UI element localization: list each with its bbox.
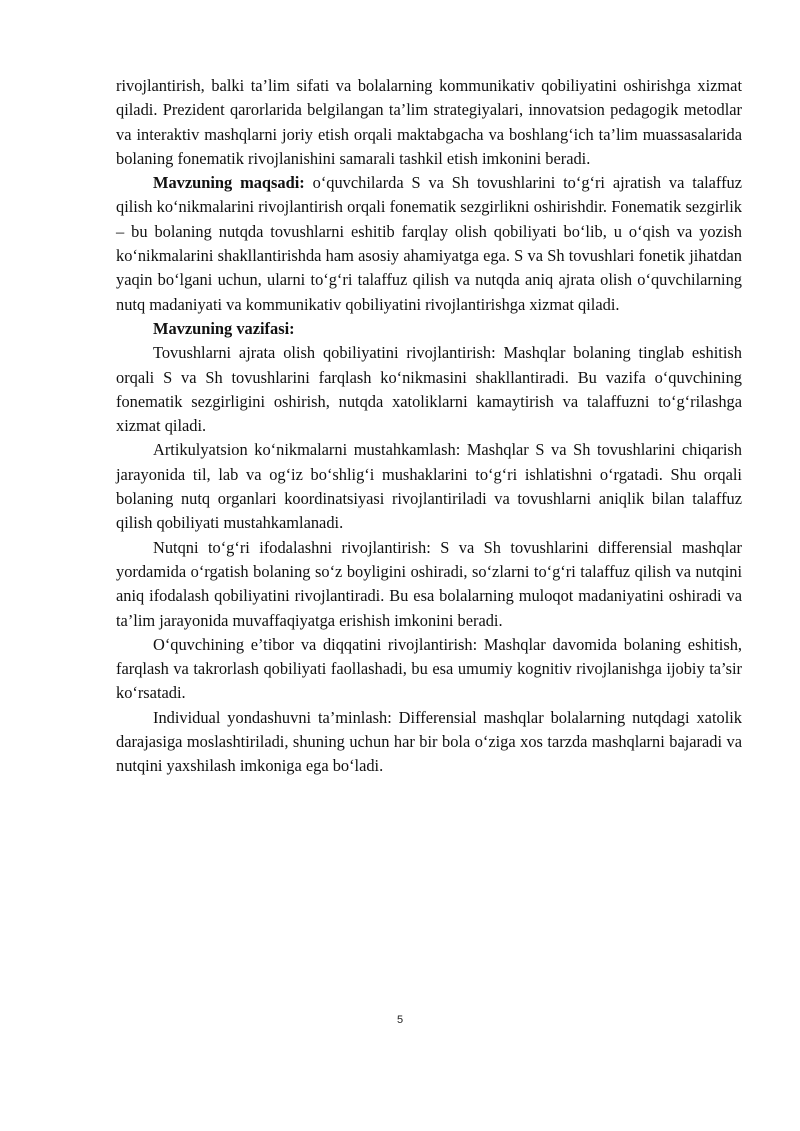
goal-text: o‘quvchilarda S va Sh tovushlarini to‘g‘ri ajratish va talaffuz qilish ko‘nikmalarini rivojlantirish orqali fonematik sezgirlikni oshirishdir. Fonematik sezgirlik – bu bolaning nutqda tovushlarni eshitib farqlay olish qobiliyati bo‘lib, u o‘qish va yozish ko‘nikmalarini shakllantirishda ham asosiy ahamiyatga ega. S va Sh tovushlari fonetik jihatdan yaqin bo‘lgani uchun, ularni to‘g‘ri talaffuz qilish va nutqda aniq ajrata olish o‘quvchilarning nutq madaniyati va kommunikativ qobiliyatini rivojlantirishga xizmat qiladi. — [116, 173, 743, 314]
paragraph-task-articulation: Artikulyatsion ko‘nikmalarni mustahkamlash: Mashqlar S va Sh tovushlarini chiqarish jarayonida til, lab va og‘iz bo‘shlig‘i mushaklarini to‘g‘ri ishlatishni o‘rgatadi. Shu orqali bolaning nutq organlari koordinatsiyasi rivojlantiriladi va tovushlarni aniqlik bilan talaffuz qilish qobiliyati mustahkamlanadi. — [116, 440, 742, 533]
paragraph-task-individual-approach: Individual yondashuvni ta’minlash: Differensial mashqlar bolalarning nutqdagi xatolik darajasiga moslashtiriladi, shuning uchun har bir bola o‘ziga xos tarzda mashqlarni bajaradi va nutqini yaxshilash imkoniga ega bo‘ladi. — [116, 707, 742, 776]
paragraph-task-attention: O‘quvchining e’tibor va diqqatini rivojlantirish: Mashqlar davomida bolaning eshitish, farqlash va takrorlash qobiliyati faollashadi, bu esa umumiy kognitiv rivojlanishga ijobiy ta’sir ko‘rsatadi. — [116, 634, 742, 703]
paragraph-goal — [116, 171, 742, 317]
paragraph-continuation: rivojlantirish, balki ta’lim sifati va bolalarning kommunikativ qobiliyatini oshirishga xizmat qiladi. Prezident qarorlarida belgilangan ta’lim strategiyalari, innovatsion pedagogik metodlar va interaktiv mashqlarni joriy etish orqali maktabgacha va boshlang‘ich ta’lim muassasalarida bolaning fonematik rivojlanishini samarali tashkil etish imkonini beradi. — [116, 76, 742, 168]
body-text — [116, 74, 742, 779]
paragraph-task-sound-distinction: Tovushlarni ajrata olish qobiliyatini rivojlantirish: Mashqlar bolaning tinglab eshitish orqali S va Sh tovushlarini farqlash ko‘nikmasini shakllantiradi. Bu vazifa o‘quvchining fonematik sezgirligini oshirish, nutqda xatoliklarni kamaytirish va talaffuzni to‘g‘rilashga xizmat qiladi. — [116, 343, 742, 436]
goal-label: Mavzuning maqsadi: — [153, 173, 305, 193]
paragraph-task-speech-expression: Nutqni to‘g‘ri ifodalashni rivojlantirish: S va Sh tovushlarini differensial mashqlar yordamida o‘rgatish bolaning so‘z boyligini oshiradi, so‘zlarni to‘g‘ri talaffuz qilish va nutqini aniq ifodalash qobiliyatini rivojlantiradi. Bu esa bolalarning muloqot madaniyatini oshiradi va ta’lim jarayonida muvaffaqiyatga erishish imkonini beradi. — [116, 537, 742, 630]
tasks-heading: Mavzuning vazifasi: — [153, 318, 295, 338]
page-number: 5 — [396, 1014, 404, 1026]
